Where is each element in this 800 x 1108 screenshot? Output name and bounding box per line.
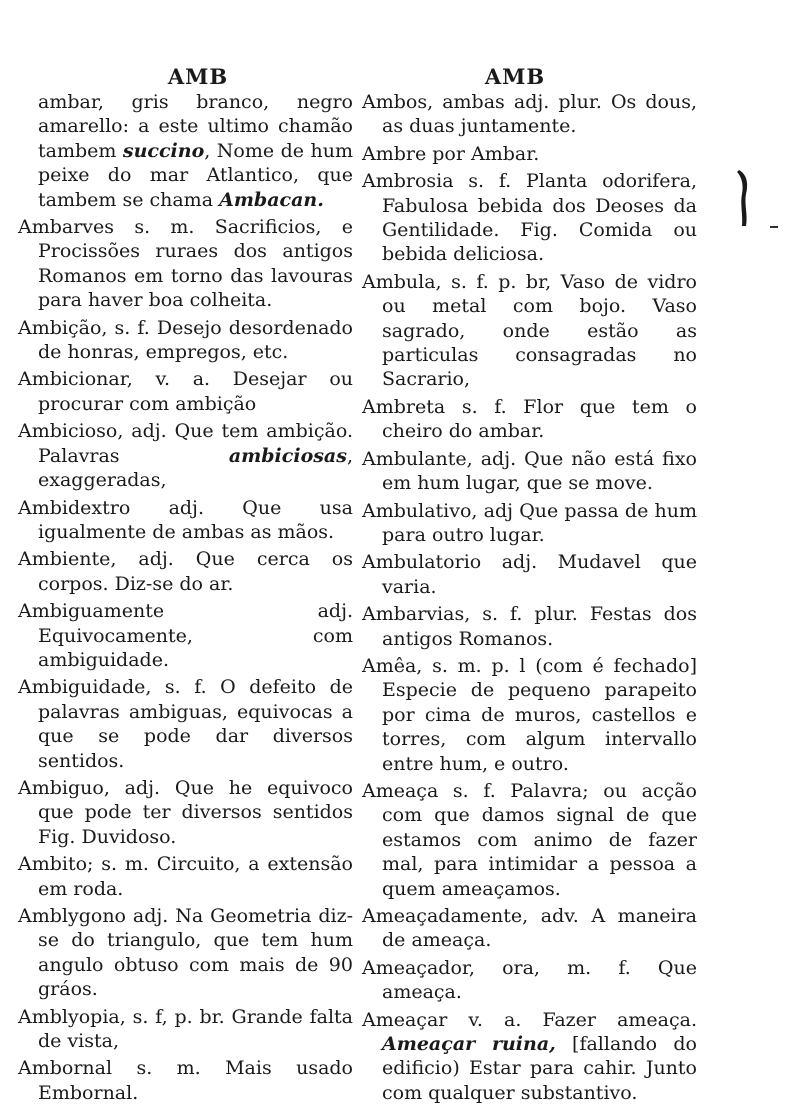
entry-ambre: Ambre por Ambar.: [362, 142, 540, 165]
left-column: [18, 90, 353, 1108]
left-running-header: AMB: [167, 64, 229, 89]
entry-ambiente: Ambiente, adj. Que cerca os corpos. Diz-se do ar.: [18, 548, 353, 595]
entry-ambar: ambar, gris branco, negro amarello: a este ultimo chamão tambem succino, Nome de hum peixe do mar Atlantico, que tambem se chama Ambacan.: [38, 91, 353, 211]
italic-term: succino: [122, 139, 205, 162]
italic-term: Ameaçar ruina,: [382, 1033, 556, 1056]
ink-blot-mark: [737, 168, 751, 228]
entry-ambiguamente: Ambiguamente adj. Equivocamente, com ambiguidade.: [18, 600, 353, 671]
entry-ambos: Ambos, ambas adj. plur. Os dous, as duas juntamente.: [362, 91, 697, 138]
entry-ambarves: Ambarves s. m. Sacrificios, e Procissões ruraes dos antigos Romanos em torno das lavouras para haver boa colheita.: [18, 216, 353, 312]
italic-term: Ambacan.: [219, 188, 324, 211]
right-running-header: AMB: [484, 64, 546, 89]
entry-ambreta: Ambreta s. f. Flor que tem o cheiro do ambar.: [362, 395, 697, 443]
entry-ameacar: Ameaçar v. a. Fazer ameaça. Ameaçar ruina, [fallando do edificio) Estar para cahir. Junto com qualquer substantivo.: [362, 1008, 697, 1104]
entry-ambicioso: Ambicioso, adj. Que tem ambição. Palavras ambiciosas, exaggeradas,: [18, 420, 353, 492]
italic-term: ambiciosas: [228, 444, 347, 467]
entry-ambicionar: Ambicionar, v. a. Desejar ou procurar com ambição: [18, 368, 353, 415]
entry-ambulante: Ambulante, adj. Que não está fixo em hum lugar, que se move.: [362, 447, 697, 495]
entry-ambrosia: Ambrosia s. f. Planta odorifera, Fabulosa bebida dos Deoses da Gentilidade. Fig. Comida ou bebida deliciosa.: [362, 170, 697, 266]
entry-amblyopia: Amblyopia, s. f, p. br. Grande falta de vista,: [18, 1005, 353, 1053]
entry-ambito: Ambito; s. m. Circuito, a extensão em roda.: [18, 853, 353, 900]
entry-ambidextro: Ambidextro adj. Que usa igualmente de ambas as mãos.: [18, 496, 353, 543]
entry-ambicao: Ambição, s. f. Desejo desordenado de honras, empregos, etc.: [18, 316, 353, 364]
stray-dash-mark: [770, 226, 778, 228]
entry-ambornal: Ambornal s. m. Mais usado Embornal.: [18, 1057, 353, 1104]
entry-amea: Amêa, s. m. p. l (com é fechado] Especie de pequeno parapeito por cima de muros, castellos e torres, com algum intervallo entre hum, e outro.: [362, 654, 697, 775]
entry-amblygono: Amblygono adj. Na Geometria diz-se do triangulo, que tem hum angulo obtuso com mais de 90 gráos.: [18, 905, 353, 1001]
entry-ambarvias: Ambarvias, s. f. plur. Festas dos antigos Romanos.: [362, 603, 697, 650]
entry-ambulatorio: Ambulatorio adj. Mudavel que varia.: [362, 551, 697, 598]
entry-ambulativo: Ambulativo, adj Que passa de hum para outro lugar.: [362, 499, 697, 546]
entry-ambula: Ambula, s. f. p. br, Vaso de vidro ou metal com bojo. Vaso sagrado, onde estão as particulas consagradas no Sacrario,: [362, 270, 697, 391]
entry-ambiguo: Ambiguo, adj. Que he equivoco que pode ter diversos sentidos Fig. Duvidoso.: [18, 776, 353, 848]
entry-ameaca: Ameaça s. f. Palavra; ou acção com que damos signal de que estamos com animo de fazer mal, para intimidar a pessoa a quem ameaçamos.: [362, 779, 697, 900]
entry-ambiguidade: Ambiguidade, s. f. O defeito de palavras ambiguas, equivocas a que se pode dar diversos sentidos.: [18, 676, 353, 772]
right-column: [362, 90, 697, 1108]
entry-ameacadamente: Ameaçadamente, adv. A maneira de ameaça.: [362, 905, 697, 952]
entry-ameacador: Ameaçador, ora, m. f. Que ameaça.: [362, 956, 697, 1004]
